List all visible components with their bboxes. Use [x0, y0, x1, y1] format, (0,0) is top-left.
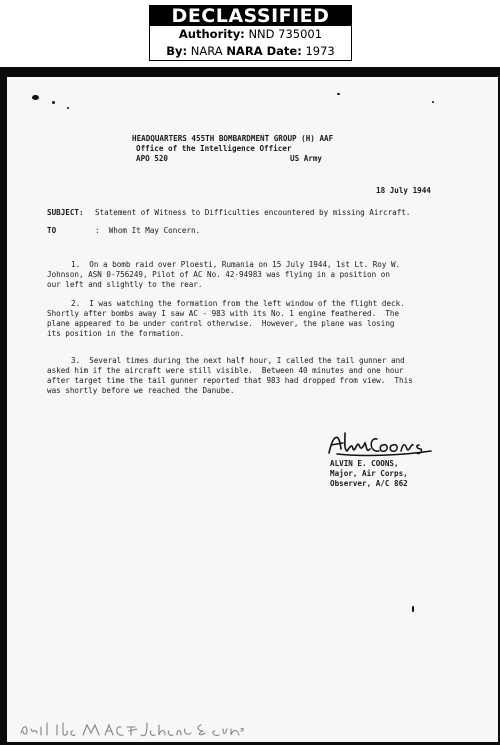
document-date: 18 July 1944: [376, 186, 431, 195]
handwritten-signature: [325, 429, 435, 459]
handwritten-enclosure-note: [17, 717, 247, 739]
paragraph-3-line-1: 3. Several times during the next half hour, I called the tail gunner and: [71, 356, 405, 365]
scan-speck: [412, 606, 414, 612]
paragraph-1-line-3: our left and slightly to the rear.: [47, 280, 203, 289]
scan-speck: [32, 95, 39, 100]
to-text: : Whom It May Concern.: [95, 226, 201, 235]
paragraph-2-line-2: Shortly after bombs away I saw AC - 983 with its No. 1 engine feathered. The: [47, 309, 400, 318]
scan-speck: [52, 101, 55, 104]
document-page: [7, 77, 498, 742]
letterhead-army: US Army: [290, 154, 323, 163]
scan-speck: [67, 107, 69, 109]
scan-speck: [337, 93, 340, 95]
signatory-name: ALVIN E. COONS,: [330, 459, 399, 468]
stamp-date-value: 1973: [305, 44, 335, 58]
stamp-authority-label: Authority:: [178, 27, 245, 41]
paragraph-2-line-3: plane appeared to be under control otherwise. However, the plane was losing: [47, 319, 395, 328]
signatory-rank: Major, Air Corps,: [330, 469, 408, 478]
declassified-stamp: [149, 5, 352, 61]
subject-text: Statement of Witness to Difficulties encountered by missing Aircraft.: [95, 208, 411, 217]
stamp-by-line: [150, 43, 351, 60]
to-label: TO: [47, 226, 57, 235]
paragraph-1-line-2: Johnson, ASN 0-756249, Pilot of AC No. 42-94983 was flying in a position on: [47, 270, 390, 279]
stamp-date-label: NARA Date:: [226, 44, 302, 58]
stamp-by-value: NARA: [190, 44, 223, 58]
signatory-title: Observer, A/C 862: [330, 479, 408, 488]
scan-speck: [432, 101, 434, 103]
stamp-by-label: By:: [166, 44, 188, 58]
paragraph-2-line-1: 2. I was watching the formation from the left window of the flight deck.: [71, 299, 405, 308]
subject-label: SUBJECT:: [47, 208, 84, 217]
paragraph-3-line-2: asked him if the aircraft were still visible. Between 40 minutes and one hour: [47, 366, 404, 375]
scan-border: [0, 67, 500, 745]
letterhead-line-1: HEADQUARTERS 455TH BOMBARDMENT GROUP (H) AAF: [132, 134, 334, 143]
letterhead-apo: APO 520: [136, 154, 169, 163]
paragraph-1-line-1: 1. On a bomb raid over Ploesti, Rumania on 15 July 1944, 1st Lt. Roy W.: [71, 260, 401, 269]
paragraph-3-line-3: after target time the tail gunner reported that 983 had dropped from view. This: [47, 376, 413, 385]
paragraph-3-line-4: was shortly before we reached the Danube.: [47, 386, 235, 395]
stamp-authority-value: NND 735001: [248, 27, 323, 41]
stamp-header: DECLASSIFIED: [150, 6, 351, 26]
stamp-authority-line: [150, 26, 351, 43]
paragraph-2-line-4: its position in the formation.: [47, 329, 185, 338]
letterhead-line-2: Office of the Intelligence Officer: [136, 144, 292, 153]
